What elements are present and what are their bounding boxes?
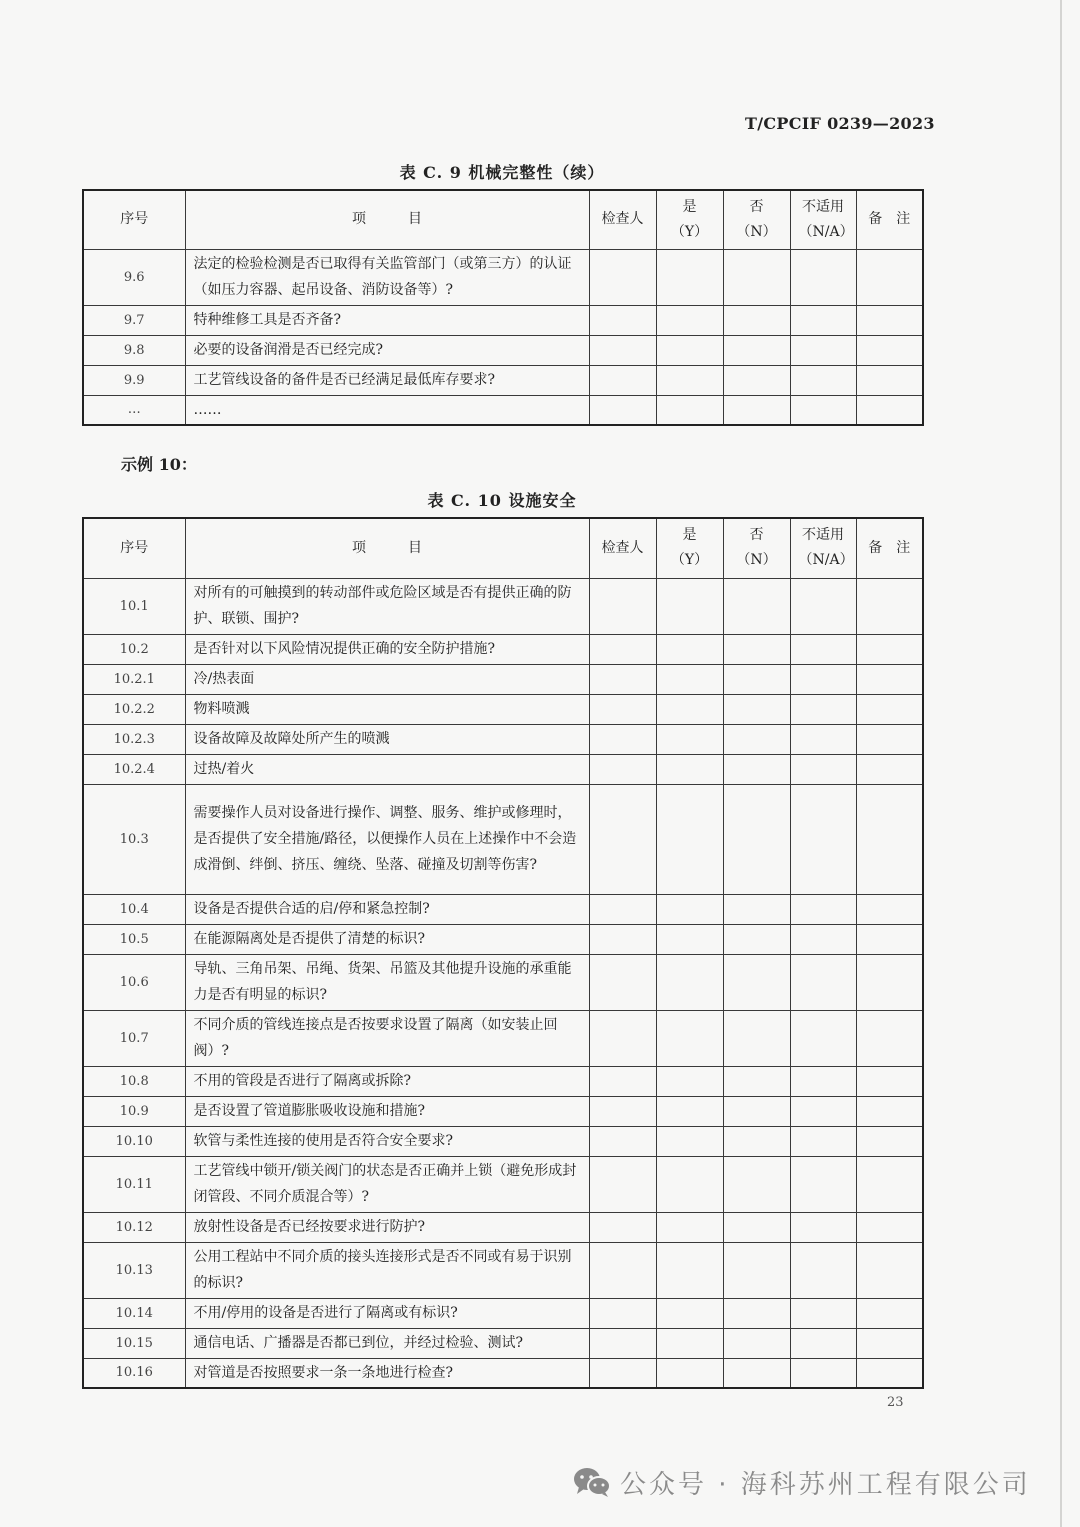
table-row (83, 664, 923, 694)
row-item: 必要的设备润滑是否已经完成? (185, 335, 589, 365)
row-item: 是否设置了管道膨胀吸收设施和措施? (185, 1096, 589, 1126)
row-item: 公用工程站中不同介质的接头连接形式是否不同或有易于识别的标识? (185, 1242, 589, 1298)
row-number: 10.8 (83, 1066, 185, 1096)
row-number: 9.9 (83, 365, 185, 395)
cell-inspector (589, 664, 656, 694)
cell-remark (856, 634, 923, 664)
table-row (83, 335, 923, 365)
cell-remark (856, 305, 923, 335)
table-row (83, 1298, 923, 1328)
cell-inspector (589, 924, 656, 954)
cell-yes (656, 578, 723, 634)
cell-inspector (589, 754, 656, 784)
cell-not-applicable (790, 954, 856, 1010)
cell-yes (656, 1156, 723, 1212)
table-row (83, 784, 923, 894)
cell-yes (656, 894, 723, 924)
cell-not-applicable (790, 1328, 856, 1358)
cell-remark (856, 1126, 923, 1156)
row-number: 10.10 (83, 1126, 185, 1156)
cell-no (723, 1156, 790, 1212)
header-inspector: 检查人 (589, 518, 656, 578)
page-number: 23 (887, 1395, 904, 1410)
cell-not-applicable (790, 1066, 856, 1096)
row-number: 10.15 (83, 1328, 185, 1358)
cell-inspector (589, 1242, 656, 1298)
cell-inspector (589, 249, 656, 305)
cell-remark (856, 578, 923, 634)
row-number: 10.2 (83, 634, 185, 664)
table-row (83, 1126, 923, 1156)
row-number: 10.9 (83, 1096, 185, 1126)
cell-yes (656, 784, 723, 894)
header-inspector: 检查人 (589, 190, 656, 249)
cell-remark (856, 724, 923, 754)
cell-remark (856, 1358, 923, 1388)
table-c10 (82, 517, 924, 1389)
cell-inspector (589, 335, 656, 365)
cell-yes (656, 924, 723, 954)
row-number: 9.8 (83, 335, 185, 365)
cell-no (723, 754, 790, 784)
cell-no (723, 1212, 790, 1242)
cell-yes (656, 724, 723, 754)
watermark-text: 公众号 · 海科苏州工程有限公司 (620, 1469, 1031, 1500)
header-yes: 是 （Y） (656, 518, 723, 578)
table-c9 (82, 189, 924, 426)
row-number: 9.6 (83, 249, 185, 305)
row-item: 特种维修工具是否齐备? (185, 305, 589, 335)
row-item: 放射性设备是否已经按要求进行防护? (185, 1212, 589, 1242)
cell-no (723, 1010, 790, 1066)
row-number: 10.2.4 (83, 754, 185, 784)
cell-not-applicable (790, 305, 856, 335)
cell-no (723, 395, 790, 425)
row-item: 不用/停用的设备是否进行了隔离或有标识? (185, 1298, 589, 1328)
cell-not-applicable (790, 1212, 856, 1242)
cell-not-applicable (790, 1156, 856, 1212)
cell-yes (656, 1242, 723, 1298)
cell-inspector (589, 634, 656, 664)
cell-not-applicable (790, 578, 856, 634)
row-item: 是否针对以下风险情况提供正确的安全防护措施? (185, 634, 589, 664)
table-row (83, 1010, 923, 1066)
cell-not-applicable (790, 924, 856, 954)
cell-inspector (589, 578, 656, 634)
cell-yes (656, 335, 723, 365)
cell-remark (856, 1298, 923, 1328)
cell-inspector (589, 305, 656, 335)
table-row (83, 1212, 923, 1242)
cell-remark (856, 754, 923, 784)
header-no-answer: 否 （N） (723, 518, 790, 578)
row-number: 10.2.2 (83, 694, 185, 724)
row-item: 冷/热表面 (185, 664, 589, 694)
row-number: 10.5 (83, 924, 185, 954)
row-number: 10.2.1 (83, 664, 185, 694)
cell-remark (856, 894, 923, 924)
row-item: 通信电话、广播器是否都已到位，并经过检验、测试? (185, 1328, 589, 1358)
table-row (83, 894, 923, 924)
table-row (83, 1328, 923, 1358)
cell-not-applicable (790, 784, 856, 894)
cell-inspector (589, 365, 656, 395)
cell-inspector (589, 1010, 656, 1066)
row-item: 需要操作人员对设备进行操作、调整、服务、维护或修理时，是否提供了安全措施/路径，以便操作人员在上述操作中不会造成滑倒、绊倒、挤压、缠绕、坠落、碰撞及切割等伤害? (185, 784, 589, 894)
row-item: 物料喷溅 (185, 694, 589, 724)
cell-not-applicable (790, 894, 856, 924)
cell-no (723, 784, 790, 894)
cell-inspector (589, 1328, 656, 1358)
cell-inspector (589, 784, 656, 894)
cell-not-applicable (790, 664, 856, 694)
cell-no (723, 924, 790, 954)
row-item: 过热/着火 (185, 754, 589, 784)
table-row (83, 1242, 923, 1298)
cell-remark (856, 249, 923, 305)
table-row (83, 1358, 923, 1388)
table-row (83, 395, 923, 425)
row-number: 10.6 (83, 954, 185, 1010)
cell-no (723, 1126, 790, 1156)
cell-yes (656, 1066, 723, 1096)
cell-no (723, 249, 790, 305)
row-item: 不同介质的管线连接点是否按要求设置了隔离（如安装止回阀）? (185, 1010, 589, 1066)
cell-remark (856, 1242, 923, 1298)
row-item: 对所有的可触摸到的转动部件或危险区域是否有提供正确的防护、联锁、围护? (185, 578, 589, 634)
cell-remark (856, 1066, 923, 1096)
cell-inspector (589, 395, 656, 425)
cell-not-applicable (790, 1242, 856, 1298)
row-number: 10.13 (83, 1242, 185, 1298)
cell-no (723, 664, 790, 694)
cell-not-applicable (790, 1358, 856, 1388)
row-number: 10.4 (83, 894, 185, 924)
row-number: 10.11 (83, 1156, 185, 1212)
header-yes: 是 （Y） (656, 190, 723, 249)
cell-yes (656, 1096, 723, 1126)
cell-yes (656, 1212, 723, 1242)
row-item: 对管道是否按照要求一条一条地进行检查? (185, 1358, 589, 1388)
header-item: 项 目 (185, 518, 589, 578)
cell-no (723, 724, 790, 754)
cell-remark (856, 1156, 923, 1212)
row-number: 10.1 (83, 578, 185, 634)
cell-inspector (589, 954, 656, 1010)
cell-yes (656, 634, 723, 664)
table-row (83, 578, 923, 634)
watermark (572, 1462, 1031, 1502)
cell-no (723, 1358, 790, 1388)
cell-remark (856, 694, 923, 724)
table-row (83, 1066, 923, 1096)
header-remark: 备 注 (856, 190, 923, 249)
row-item: 导轨、三角吊架、吊绳、货架、吊篮及其他提升设施的承重能力是否有明显的标识? (185, 954, 589, 1010)
header-remark: 备 注 (856, 518, 923, 578)
row-item: 软管与柔性连接的使用是否符合安全要求? (185, 1126, 589, 1156)
row-number: 10.3 (83, 784, 185, 894)
row-item: …… (185, 395, 589, 425)
cell-not-applicable (790, 1010, 856, 1066)
cell-not-applicable (790, 395, 856, 425)
row-number: 10.2.3 (83, 724, 185, 754)
table-row (83, 694, 923, 724)
cell-no (723, 694, 790, 724)
cell-yes (656, 1126, 723, 1156)
example-label: 示例 10： (121, 455, 197, 474)
cell-no (723, 305, 790, 335)
page-edge-line (1060, 0, 1062, 1527)
cell-inspector (589, 894, 656, 924)
cell-remark (856, 1096, 923, 1126)
cell-inspector (589, 1096, 656, 1126)
table-row (83, 634, 923, 664)
row-number: 10.12 (83, 1212, 185, 1242)
cell-remark (856, 335, 923, 365)
wechat-icon (572, 1465, 612, 1499)
header-not-applicable: 不适用 （N/A） (790, 190, 856, 249)
cell-yes (656, 754, 723, 784)
row-item: 工艺管线设备的备件是否已经满足最低库存要求? (185, 365, 589, 395)
cell-no (723, 634, 790, 664)
header-item: 项 目 (185, 190, 589, 249)
cell-remark (856, 784, 923, 894)
cell-yes (656, 249, 723, 305)
cell-no (723, 1096, 790, 1126)
row-number: 10.7 (83, 1010, 185, 1066)
table-row (83, 1096, 923, 1126)
cell-remark (856, 954, 923, 1010)
table-row (83, 724, 923, 754)
cell-inspector (589, 694, 656, 724)
cell-inspector (589, 1298, 656, 1328)
document-code: T/CPCIF 0239—2023 (745, 114, 935, 133)
cell-yes (656, 365, 723, 395)
cell-no (723, 365, 790, 395)
table-c9-caption: 表 C. 9 机械完整性（续） (399, 163, 605, 182)
cell-remark (856, 395, 923, 425)
row-number: 9.7 (83, 305, 185, 335)
row-item: 法定的检验检测是否已取得有关监管部门（或第三方）的认证（如压力容器、起吊设备、消防设备等）? (185, 249, 589, 305)
cell-inspector (589, 1066, 656, 1096)
table-c10-caption: 表 C. 10 设施安全 (427, 491, 577, 510)
cell-not-applicable (790, 365, 856, 395)
row-number: … (83, 395, 185, 425)
table-row (83, 365, 923, 395)
row-number: 10.14 (83, 1298, 185, 1328)
cell-yes (656, 1010, 723, 1066)
cell-remark (856, 1212, 923, 1242)
cell-remark (856, 1328, 923, 1358)
cell-remark (856, 664, 923, 694)
cell-no (723, 894, 790, 924)
cell-yes (656, 694, 723, 724)
cell-not-applicable (790, 335, 856, 365)
cell-not-applicable (790, 1126, 856, 1156)
cell-no (723, 1298, 790, 1328)
row-item: 设备是否提供合适的启/停和紧急控制? (185, 894, 589, 924)
cell-yes (656, 1358, 723, 1388)
cell-inspector (589, 1126, 656, 1156)
cell-not-applicable (790, 1298, 856, 1328)
cell-no (723, 335, 790, 365)
cell-yes (656, 1328, 723, 1358)
cell-inspector (589, 724, 656, 754)
cell-not-applicable (790, 1096, 856, 1126)
cell-remark (856, 365, 923, 395)
cell-yes (656, 664, 723, 694)
table-row (83, 305, 923, 335)
cell-inspector (589, 1212, 656, 1242)
row-item: 工艺管线中锁开/锁关阀门的状态是否正确并上锁（避免形成封闭管段、不同介质混合等）? (185, 1156, 589, 1212)
row-item: 不用的管段是否进行了隔离或拆除? (185, 1066, 589, 1096)
header-no: 序号 (83, 518, 185, 578)
cell-yes (656, 954, 723, 1010)
table-row (83, 924, 923, 954)
header-no-answer: 否 （N） (723, 190, 790, 249)
cell-yes (656, 1298, 723, 1328)
row-item: 设备故障及故障处所产生的喷溅 (185, 724, 589, 754)
cell-not-applicable (790, 754, 856, 784)
header-no: 序号 (83, 190, 185, 249)
cell-no (723, 1328, 790, 1358)
cell-yes (656, 395, 723, 425)
cell-inspector (589, 1358, 656, 1388)
cell-remark (856, 1010, 923, 1066)
row-item: 在能源隔离处是否提供了清楚的标识? (185, 924, 589, 954)
table-row (83, 754, 923, 784)
cell-not-applicable (790, 694, 856, 724)
cell-no (723, 578, 790, 634)
table-row (83, 954, 923, 1010)
cell-no (723, 1242, 790, 1298)
cell-not-applicable (790, 724, 856, 754)
cell-no (723, 954, 790, 1010)
cell-no (723, 1066, 790, 1096)
cell-inspector (589, 1156, 656, 1212)
cell-not-applicable (790, 634, 856, 664)
table-row (83, 249, 923, 305)
header-not-applicable: 不适用 （N/A） (790, 518, 856, 578)
cell-not-applicable (790, 249, 856, 305)
row-number: 10.16 (83, 1358, 185, 1388)
cell-yes (656, 305, 723, 335)
cell-remark (856, 924, 923, 954)
table-row (83, 1156, 923, 1212)
